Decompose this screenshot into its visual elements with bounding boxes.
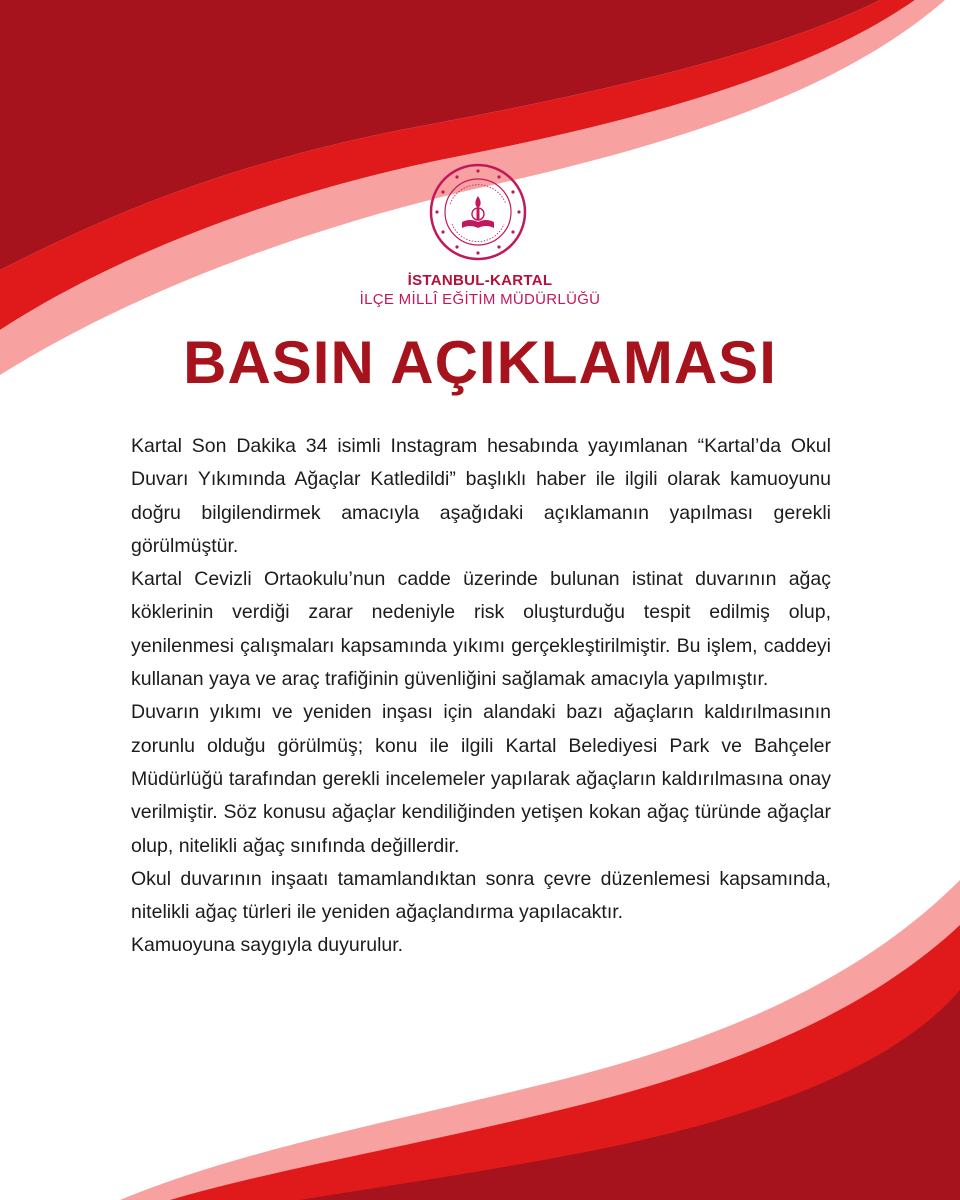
statement-body xyxy=(131,430,831,963)
paragraph-1: Kartal Son Dakika 34 isimli Instagram hesabında yayımlanan “Kartal’da Okul Duvarı Yıkımında Ağaçlar Katledildi” başlıklı haber ile ilgili olarak kamuoyunu doğru bilgilendirmek amacıyla aşağıdaki açıklamanın yapılması gerekli görülmüştür. xyxy=(131,435,831,557)
org-name-directorate: İLÇE MİLLÎ EĞİTİM MÜDÜRLÜĞÜ xyxy=(359,291,601,308)
page-title: BASIN AÇIKLAMASI xyxy=(183,329,777,396)
paragraph-3: Duvarın yıkımı ve yeniden inşası için alandaki bazı ağaçların kaldırılmasının zorunlu olduğu görülmüş; konu ile ilgili Kartal Belediyesi Park ve Bahçeler Müdürlüğü tarafından gerekli incelemeler yapılarak ağaçların kaldırılmasına onay verilmiştir. Söz konusu ağaçlar kendiliğinden yetişen kokan ağaç türünde ağaçlar olup, nitelikli ağaç sınıfında değillerdir. xyxy=(131,701,831,857)
paragraph-5: Kamuoyuna saygıyla duyurulur. xyxy=(131,934,404,957)
paragraph-2: Kartal Cevizli Ortaokulu’nun cadde üzerinde bulunan istinat duvarının ağaç köklerinin verdiği zarar nedeniyle risk oluşturduğu tespit edilmiş olup, yenilenmesi çalışmaları kapsamında yıkımı gerçekleştirilmiştir. Bu işlem, caddeyi kullanan yaya ve araç trafiğinin güvenliğini sağlamak amacıyla yapılmıştır. xyxy=(131,568,831,691)
paragraph-4: Okul duvarının inşaatı tamamlandıktan sonra çevre düzenlemesi kapsamında, nitelikli ağaç türleri ile yeniden ağaçlandırma yapılacaktır. xyxy=(131,867,831,924)
ministry-seal-icon xyxy=(428,162,528,262)
org-name-city: İSTANBUL-KARTAL xyxy=(407,272,553,289)
